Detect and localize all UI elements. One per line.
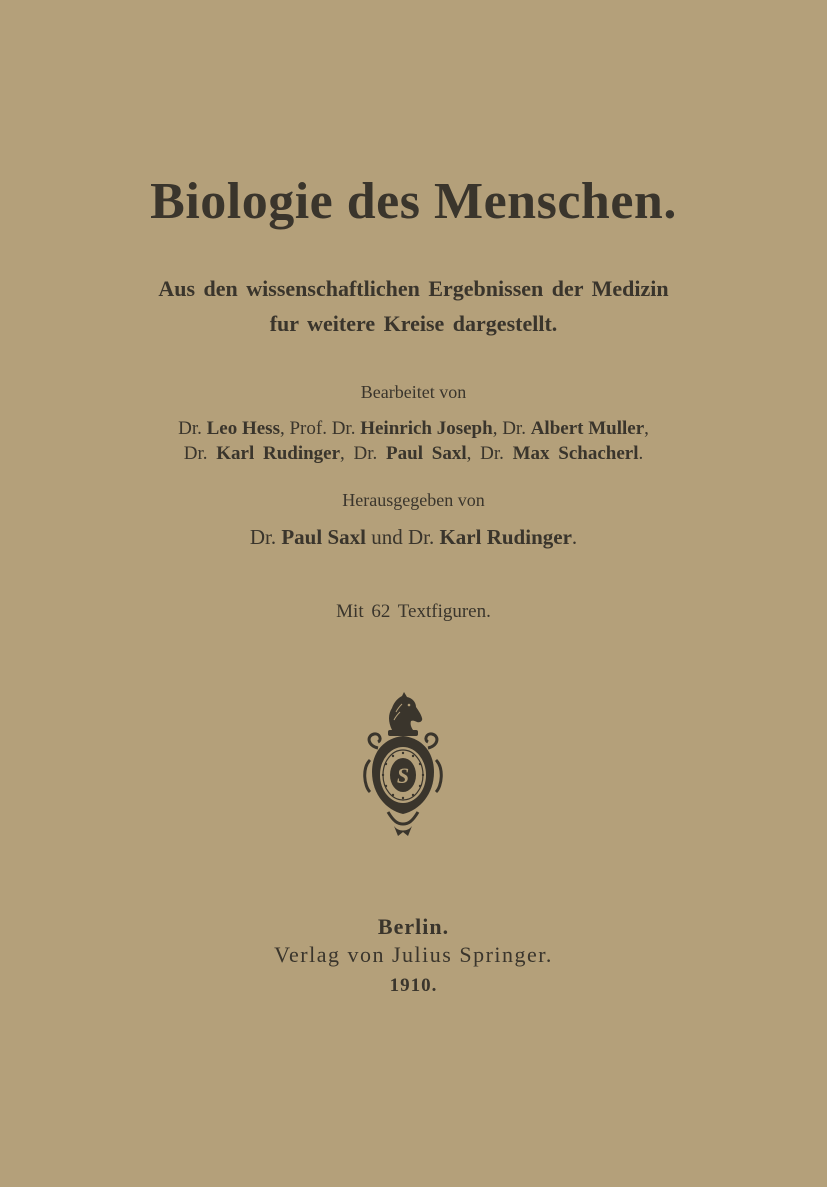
author-prefix: Dr.: [183, 443, 217, 464]
author-separator: ,: [492, 418, 503, 439]
author-separator: ,: [644, 418, 649, 439]
published-by-label: Herausgegeben von: [342, 490, 485, 510]
editors-line: [0, 525, 827, 550]
author-separator: ,: [279, 418, 290, 439]
author-name: Max Schacherl: [512, 443, 639, 464]
editor-name: Karl Rudinger: [439, 525, 572, 549]
author-prefix: Dr.: [480, 443, 513, 464]
author-name: Leo Hess: [206, 418, 280, 439]
author-separator: .: [638, 443, 644, 464]
imprint-publisher: Verlag von Julius Springer.: [274, 942, 553, 967]
figures-note: Mit 62 Textfiguren.: [336, 601, 491, 622]
editor-suffix: .: [571, 525, 578, 549]
edited-by-label: Bearbeitet von: [360, 382, 467, 402]
author-name: Albert Muller: [530, 418, 645, 439]
book-title: Biologie des Menschen.: [150, 173, 677, 230]
editor-name: Paul Saxl: [281, 525, 366, 549]
subtitle-line-1: Aus den wissenschaftlichen Ergebnissen der Medizin: [158, 276, 669, 301]
author-prefix: Dr.: [353, 443, 387, 464]
author-name: Paul Saxl: [386, 443, 467, 464]
author-name: Heinrich Joseph: [360, 418, 493, 439]
authors-line-1: [0, 418, 827, 440]
editor-joiner: und Dr.: [365, 525, 440, 549]
editor-prefix: Dr.: [249, 525, 282, 549]
author-separator: ,: [466, 443, 481, 464]
emblem-letter: S: [396, 763, 410, 788]
author-prefix: Dr.: [178, 418, 207, 439]
author-separator: ,: [340, 443, 354, 464]
imprint-year: 1910.: [389, 975, 438, 996]
subtitle-line-2: fur weitere Kreise dargestellt.: [269, 311, 558, 336]
author-prefix: Dr.: [502, 418, 531, 439]
author-prefix: Prof. Dr.: [289, 418, 361, 439]
author-name: Karl Rudinger: [216, 443, 341, 464]
springer-knight-emblem-icon: [358, 690, 448, 840]
authors-line-2: [0, 443, 827, 465]
imprint-city: Berlin.: [377, 914, 450, 939]
